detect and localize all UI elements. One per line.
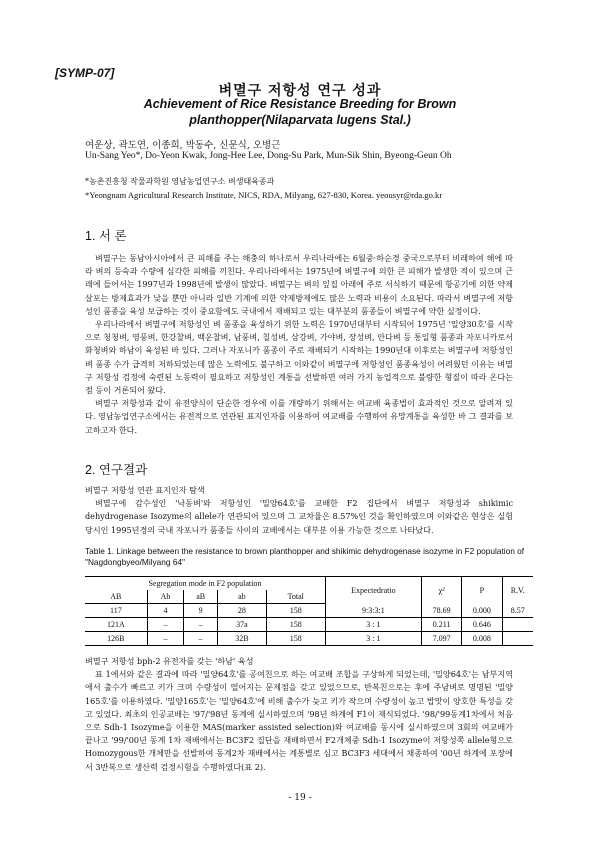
page-number: - 19 - <box>288 793 312 803</box>
table-cell: 0.008 <box>462 632 502 646</box>
table-cell: 3 : 1 <box>325 632 421 646</box>
intro-paragraph-3: 벼멸구 저항성과 같이 유전양식이 단순한 경우에 이를 개량하기 위해서는 여교배 육종법이 효과적인 것으로 알려져 있다. 영남농업연구소에서는 유전적으로 연관된 표지인자를 이용하여 여교배를 수행하여 유망계통을 육성한 바 그 결과를 보고하고자 한다. <box>85 398 513 435</box>
table-caption: Table 1. Linkage between the resistance to brown planthopper and shikimic dehydrogenase isozyme in F2 population of "Nagdongbyeo/Milyang 64" <box>85 546 525 567</box>
table-cell: 8.57 <box>502 604 533 618</box>
table-cell <box>502 632 533 646</box>
intro-paragraph-1: 벼멸구는 동남아시아에서 큰 피해를 주는 해충의 하나로서 우리나라에는 6월중·하순경 중국으로부터 비래하여 해에 따라 벼의 등숙과 수량에 심각한 피해를 끼친다. 우리나라에서는 1975년에 벼멸구에 의한 큰 피해가 발생한 적이 있으며 근래에 들어서는 1997년과 1998년에 발생이 많았다. 벼멸구는 벼의 잎집 아래에 주로 서식하기 때문에 항공기에 의한 약제 살포는 방제효과가 낮을 뿐만 아니라 일반 기계에 의한 약제방제에도 많은 노력과 비용이 소요된다. 따라서 벼멸구에 저항성인 품종을 육성 보급하는 것이 중요함에도 국내에서 재배되고 있는 대부분의 품종들이 벼멸구에 약한 실정이다. <box>85 253 513 316</box>
table-col-header: R.V. <box>502 577 533 604</box>
table-cell: 158 <box>266 632 325 646</box>
table-col-header: Total <box>266 590 325 604</box>
table-cell <box>502 618 533 632</box>
title-korean: 벼멸구 저항성 연구 성과 <box>218 83 382 99</box>
intro-body <box>85 252 513 437</box>
table-cell: 0.211 <box>422 618 462 632</box>
affiliation-english: *Yeongnam Agricultural Research Institute, NICS, RDA, Milyang, 627-830, Korea. yeousyr@rda.go.kr <box>85 190 443 200</box>
table-col-header: aB <box>184 590 218 604</box>
affiliation-korean: *농촌진흥청 작물과학원 영남농업연구소 벼생태육종과 <box>85 177 275 186</box>
table-cell: – <box>184 618 218 632</box>
table-cell: 32B <box>217 632 266 646</box>
table-cell: – <box>147 618 184 632</box>
table-col-header: ab <box>217 590 266 604</box>
table-cell: 126B <box>85 632 147 646</box>
table-cell: 3 : 1 <box>325 618 421 632</box>
results-body <box>85 484 513 537</box>
table-cell: 0.000 <box>462 604 502 618</box>
session-tag: [SYMP-07] <box>55 66 115 80</box>
table-col-header: χ² <box>422 577 462 604</box>
table-cell: 158 <box>266 618 325 632</box>
title-english-line2: planthopper(Nilaparvata lugens Stal.) <box>189 113 411 127</box>
table-cell: 0.646 <box>462 618 502 632</box>
results-paragraph-1: 벼멸구에 감수성인 '낙동벼'와 저항성인 '밀양64호'를 교배한 F2 집단에서 벼멸구 저항성과 shikimic dehydrogenase Isozyme의 allele가 연관되어 있으며 그 교차율은 8.57%인 것을 확인하였으며 이와같은 현상은 실험당시인 1995년경의 국내 자포니카 품종들 사이의 교배에서는 대부분 이용 가능한 것으로 나타났다. <box>85 498 513 535</box>
table-col-header: P <box>462 577 502 604</box>
table-cell: 37a <box>217 618 266 632</box>
table-cell: 9:3:3:1 <box>325 604 421 618</box>
results-subheading-1: 벼멸구 저항성 연관 표지인자 탐색 <box>85 485 205 495</box>
title-english-line1: Achievement of Rice Resistance Breeding for Brown <box>143 97 457 111</box>
table-cell: – <box>184 632 218 646</box>
table-row <box>85 604 533 618</box>
authors-english: Un-Sang Yeo*, Do-Yeon Kwak, Jong-Hee Lee, Dong-Su Park, Mun-Sik Shin, Byeong-Geun Oh <box>85 151 452 161</box>
table-col-header: Ab <box>147 590 184 604</box>
title-english <box>0 96 600 128</box>
table-group-header: Segregation mode in F2 population <box>85 577 325 591</box>
table-cell: 158 <box>266 604 325 618</box>
intro-paragraph-2: 우리나라에서 벼멸구에 저항성인 벼 품종을 육성하기 위한 노력은 1970년대부터 시작되어 1975년 '밀양30호'를 시작으로 청청벼, 영풍벼, 한강찰벼, 백운찰벼, 남풍벼, 칠성벼, 삼강벼, 가야벼, 장성벼, 안다벼 등 통일형 품종과 자포니카로서 화청벼와 하남이 육성된 바 있다. 그러나 자포니카 품종이 주로 재배되기 시작하는 1990년대 이후로는 벼멸구에 저항성인 벼 품종 수가 급격히 저하되었는데 많은 노력에도 불구하고 이와같이 벼멸구에 저항성인 품종육성이 어려웠던 이유는 벼멸구 저항성 검정에 숙련된 노동력이 필요하고 저항성인 계통을 선발하면 여러 가지 농업적으로 불량한 형질이 따라 온다는 점 등이 거론되어 왔다. <box>85 319 513 396</box>
table-cell: 9 <box>184 604 218 618</box>
table-cell: – <box>147 632 184 646</box>
table-cell: 117 <box>85 604 147 618</box>
breeding-paragraph: 표 1에서와 같은 결과에 따라 '밀양64호'를 공여친으로 하는 여교배 조합을 구상하게 되었는데, '밀양64호'는 남부지역에서 출수가 빠르고 키가 크며 수량성이 떨어지는 문제점을 갖고 있었으므로, 반복친으로는 후에 주남벼로 명명된 '밀양165호'를 이용하였다. '밀양165호'는 '밀양64호'에 비해 출수가 늦고 키가 작으며 수량성이 높고 밥맛이 양호한 특성을 갖고 있었다. 최초의 인공교배는 '97/'98년 동계에 실시하였으며 '98년 하계에 F1이 재식되었다. '98/'99동계1차에서 처음으로 Sdh-1 Isozyme을 이용한 MAS(marker assisted selection)와 여교배를 동시에 실시하였으며 3회의 여교배가 끝나고 '99/'00년 동계 1차 재배에서는 BC3F2 집단을 재배하면서 F2개체중 Sdh-1 Isozyme이 저항성쪽 allele형으로 Homozygous한 개체만을 선발하여 동계2차 재배에서는 계통별로 심고 BC3F3 세대에서 채종하여 '00년 하계에 포장에서 3반복으로 생산력 검정시험을 수행하였다(표 2). <box>85 669 513 772</box>
breeding-subheading: 벼멸구 저항성 bph-2 유전자를 갖는 '하남' 육성 <box>85 656 254 666</box>
section-heading-intro: 1. 서 론 <box>85 229 127 243</box>
table-col-header: Expectedratio <box>325 577 421 604</box>
table-row <box>85 632 533 646</box>
table-col-header: AB <box>85 590 147 604</box>
table-row <box>85 618 533 632</box>
linkage-table <box>85 576 533 646</box>
table-cell: 121A <box>85 618 147 632</box>
table-cell: 78.69 <box>422 604 462 618</box>
authors-korean: 여운상, 곽도연, 이종희, 박동수, 신문식, 오병근 <box>85 140 281 151</box>
section-heading-results: 2. 연구결과 <box>85 463 148 477</box>
table-cell: 7.097 <box>422 632 462 646</box>
table-cell: 28 <box>217 604 266 618</box>
table-cell: 4 <box>147 604 184 618</box>
breeding-body <box>85 655 513 774</box>
